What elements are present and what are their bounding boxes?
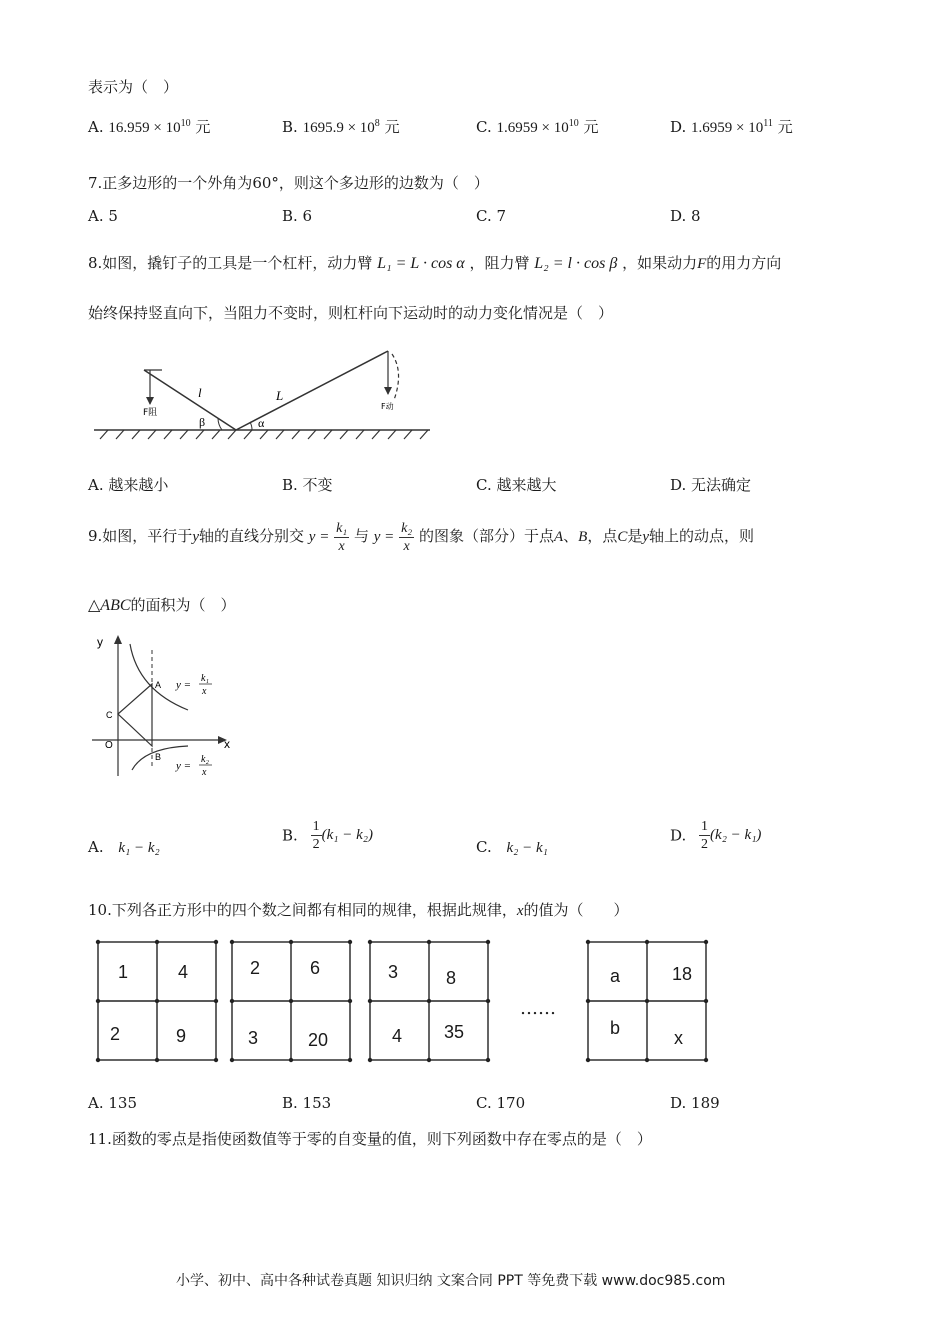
- q7-option-a: A. 5: [88, 207, 118, 225]
- grid-node-dot: [427, 940, 431, 944]
- q8-stem-line1: 8.如图，撬钉子的工具是一个杠杆，动力臂 L₁ = L · cos α ，阻力臂 L₂ = l · cos β ，如果动力F的用力方向: [88, 254, 782, 272]
- ground-hatch-mark: [372, 430, 380, 439]
- label-short-arm: l: [198, 385, 202, 400]
- ground-hatch-mark: [308, 430, 316, 439]
- eq1-num: k₁: [201, 673, 209, 684]
- grid-node-dot: [645, 940, 649, 944]
- q10-ellipsis: ……: [520, 998, 556, 1019]
- label-point-b: B: [155, 752, 162, 762]
- square-3-bottom-left: 4: [392, 1026, 403, 1046]
- q10-option-c: C. 170: [476, 1094, 526, 1112]
- q9-option-d: D. $\frac{1}{2}$ (k₂ − k₁): [670, 819, 762, 852]
- ground-hatch-mark: [340, 430, 348, 439]
- eq1-den: x: [202, 686, 207, 697]
- q11-stem: 11.函数的零点是指使函数值等于零的自变量的值，则下列函数中存在零点的是（ ）: [88, 1130, 652, 1148]
- q9-fraction-k2: $\frac{\text{k₂}}{x}$: [401, 520, 413, 554]
- grid-node-dot: [96, 999, 100, 1003]
- q9-option-a: A. k₁ − k₂: [88, 838, 160, 856]
- grid-node-dot: [230, 940, 234, 944]
- q6-option-d: D. $1.6959 \times 10^{11}$ 元: [670, 118, 793, 136]
- ground-line: [94, 430, 430, 439]
- q8-formula-power-arm: L₁ = L · cos α: [377, 255, 465, 272]
- q9-stem-line2: △ABC的面积为（ ）: [88, 596, 236, 614]
- ground-hatch-mark: [356, 430, 364, 439]
- square-1-bottom-right: 9: [176, 1026, 187, 1046]
- ground-hatch-mark: [292, 430, 300, 439]
- ground-hatch-mark: [212, 430, 220, 439]
- q7-option-d: D. 8: [670, 207, 701, 225]
- alpha-arc: [250, 422, 252, 430]
- square-4-top-left: a: [610, 966, 621, 986]
- q9-option-c: C. k₂ − k₁: [476, 838, 548, 856]
- label-long-arm: L: [276, 388, 284, 403]
- eq1-y: y =: [176, 679, 192, 691]
- q10-option-a: A. 135: [88, 1094, 137, 1112]
- label-beta: β: [199, 415, 206, 429]
- q10-option-d: D. 189: [670, 1094, 720, 1112]
- ground-hatch-mark: [180, 430, 188, 439]
- q9-fraction-k1: $\frac{\text{k₁}}{x}$: [336, 520, 348, 554]
- eq2-num: k₂: [201, 754, 209, 765]
- q8-formula-resist-arm: L₂ = l · cos β: [534, 255, 618, 272]
- square-4-bottom-right: x: [674, 1028, 683, 1048]
- square-3-top-left: 3: [388, 962, 399, 982]
- grid-node-dot: [348, 940, 352, 944]
- q10-stem: 10.下列各正方形中的四个数之间都有相同的规律，根据此规律，x的值为（ ）: [88, 901, 629, 919]
- power-force-arrowhead: [384, 387, 392, 395]
- ground-hatch-mark: [420, 430, 428, 439]
- label-origin: O: [105, 740, 113, 751]
- q9-hyperbola-figure: [88, 628, 248, 788]
- square-4-bottom-left: b: [610, 1018, 621, 1038]
- square-4-top-right: 18: [672, 964, 693, 984]
- resist-force-arrowhead: [146, 397, 154, 405]
- label-point-c: C: [106, 710, 113, 720]
- q7-option-b: B. 6: [282, 207, 313, 225]
- ground-hatch-mark: [260, 430, 268, 439]
- grid-node-dot: [214, 940, 218, 944]
- grid-node-dot: [586, 1058, 590, 1062]
- grid-node-dot: [704, 940, 708, 944]
- grid-node-dot: [368, 1058, 372, 1062]
- ground-hatch-mark: [404, 430, 412, 439]
- label-alpha: α: [258, 416, 265, 430]
- q8-option-d: D. 无法确定: [670, 476, 752, 494]
- square-2-top-right: 6: [310, 958, 321, 978]
- ground-hatch-mark: [388, 430, 396, 439]
- q7-stem: 7.正多边形的一个外角为60°，则这个多边形的边数为（ ）: [88, 174, 489, 192]
- q6-option-a: A. $16.959 \times 10^{10}$ 元: [88, 118, 211, 136]
- q8-option-b: B. 不变: [282, 476, 333, 494]
- square-3-top-right: 8: [446, 968, 457, 988]
- q8-option-c: C. 越来越大: [476, 476, 557, 494]
- ground-hatch-mark: [164, 430, 172, 439]
- label-x-axis: x: [224, 737, 230, 751]
- short-arm-line: [144, 370, 236, 430]
- ground-hatch-mark: [116, 430, 124, 439]
- square-2-top-left: 2: [250, 958, 261, 978]
- q9-stem-line1: 9.如图，平行于y轴的直线分别交 y = $\frac{\text{k₁}}{x}$ 与 y = $\frac{\text{k₂}}{x}$ 的图象（部分）于点A、B，点C是y轴上的动点，则: [88, 520, 755, 554]
- square-2-bottom-right: 20: [308, 1030, 329, 1050]
- label-y-axis: y: [97, 635, 103, 649]
- ground-hatch-mark: [196, 430, 204, 439]
- grid-node-dot: [368, 999, 372, 1003]
- grid-node-dot: [96, 940, 100, 944]
- curve-k1: [130, 644, 188, 710]
- square-2-bottom-left: 3: [248, 1028, 259, 1048]
- ground-hatch-mark: [244, 430, 252, 439]
- grid-node-dot: [155, 940, 159, 944]
- ground-hatch-mark: [228, 430, 236, 439]
- q8-stem-line2: 始终保持竖直向下，当阻力不变时，则杠杆向下运动时的动力变化情况是（ ）: [88, 304, 614, 322]
- q8-lever-figure: [92, 342, 437, 442]
- grid-node-dot: [586, 940, 590, 944]
- square-1-top-right: 4: [178, 962, 189, 982]
- q8-option-a: A. 越来越小: [88, 476, 169, 494]
- q6-option-b: B. $1695.9 \times 10^8$ 元: [282, 118, 400, 136]
- grid-node-dot: [96, 1058, 100, 1062]
- square-3-bottom-right: 35: [444, 1022, 465, 1042]
- y-axis-arrowhead: [114, 635, 122, 644]
- ground-hatch-mark: [276, 430, 284, 439]
- label-resist-force: F阻: [143, 408, 158, 418]
- q10-option-b: B. 153: [282, 1094, 332, 1112]
- ground-hatch-mark: [100, 430, 108, 439]
- square-1-bottom-left: 2: [110, 1024, 121, 1044]
- label-power-force: F动: [381, 402, 394, 411]
- grid-node-dot: [586, 999, 590, 1003]
- grid-node-dot: [486, 940, 490, 944]
- triangle-abc: [118, 684, 152, 746]
- power-arc-dashed: [392, 354, 399, 400]
- page-footer: 小学、初中、高中各种试卷真题 知识归纳 文案合同 PPT 等免费下载 www.doc985.com: [176, 1273, 726, 1289]
- eq2-y: y =: [176, 760, 192, 772]
- ground-hatch-mark: [148, 430, 156, 439]
- eq2-den: x: [202, 767, 207, 778]
- label-point-a: A: [155, 680, 162, 690]
- grid-node-dot: [289, 940, 293, 944]
- q9-option-b: B. $\frac{1}{2}$ (k₁ − k₂): [282, 819, 373, 852]
- ground-hatch-mark: [132, 430, 140, 439]
- grid-node-dot: [368, 940, 372, 944]
- q7-option-c: C. 7: [476, 207, 507, 225]
- q6-option-c: C. $1.6959 \times 10^{10}$ 元: [476, 118, 599, 136]
- square-1-top-left: 1: [118, 962, 129, 982]
- ground-hatch-mark: [324, 430, 332, 439]
- q6-stem-tail: 表示为（ ）: [88, 78, 179, 96]
